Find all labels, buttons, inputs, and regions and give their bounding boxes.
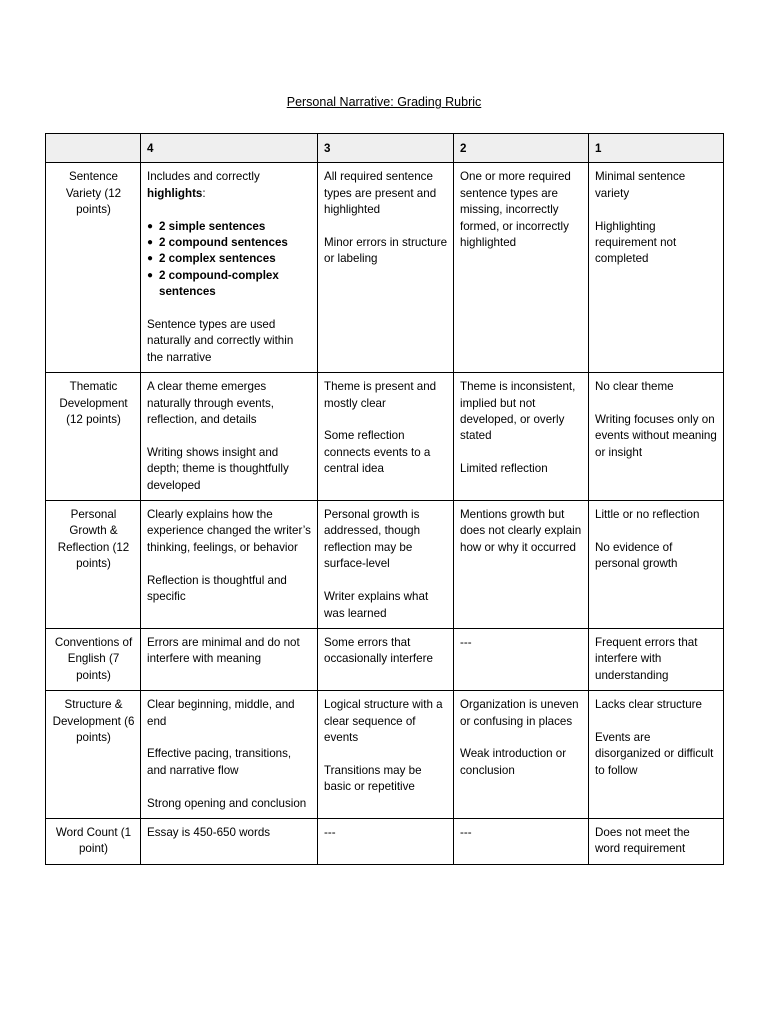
cell-sentence-variety-4	[141, 163, 318, 373]
cell-text: Theme is present and mostly clear	[324, 380, 437, 410]
criterion-structure: Structure & Development (6 points)	[46, 691, 141, 819]
cell-growth-3	[318, 501, 454, 629]
cell-thematic-1	[589, 373, 724, 501]
cell-text: Writing focuses only on events without meaning or insight	[595, 413, 717, 459]
cell-text-bold: highlights	[147, 186, 203, 200]
cell-thematic-4	[141, 373, 318, 501]
cell-growth-4	[141, 501, 318, 629]
cell-text: Some reflection connects events to a central idea	[324, 429, 431, 476]
header-cell-score-1: 1	[589, 134, 724, 163]
cell-text: Weak introduction or conclusion	[460, 747, 567, 777]
cell-text: One or more required sentence types are missing, incorrectly formed, or incorrectly highlighted	[460, 170, 571, 250]
row-thematic-development	[46, 373, 724, 501]
cell-text: ---	[460, 825, 472, 839]
row-structure	[46, 691, 724, 819]
cell-text: Events are disorganized or difficult to follow	[595, 730, 714, 777]
cell-text: ---	[460, 635, 472, 649]
criterion-conventions: Conventions of English (7 points)	[46, 628, 141, 690]
cell-text	[147, 169, 312, 202]
bullet-list	[147, 219, 312, 301]
cell-text: No clear theme	[595, 380, 674, 394]
cell-sentence-variety-2	[454, 163, 589, 373]
cell-text: Effective pacing, transitions, and narrative flow	[147, 747, 292, 777]
criterion-personal-growth: Personal Growth & Reflection (12 points)	[46, 501, 141, 629]
cell-text: Clear beginning, middle, and end	[147, 698, 295, 728]
cell-text: Errors are minimal and do not interfere with meaning	[147, 635, 300, 666]
cell-text: Highlighting requirement not completed	[595, 219, 677, 266]
cell-text: Theme is inconsistent, implied but not developed, or overly stated	[460, 380, 576, 443]
cell-text: Writer explains what was learned	[324, 590, 429, 620]
cell-text: Some errors that occasionally interfere	[324, 635, 433, 666]
cell-text: Organization is uneven or confusing in places	[460, 698, 579, 728]
row-conventions	[46, 628, 724, 690]
cell-text: Sentence types are used naturally and correctly within the narrative	[147, 318, 294, 364]
cell-text: Clearly explains how the experience changed the writer’s thinking, feelings, or behavior	[147, 508, 311, 554]
cell-thematic-2	[454, 373, 589, 501]
cell-text: Does not meet the word requirement	[595, 825, 690, 856]
row-personal-growth	[46, 501, 724, 629]
cell-text: Logical structure with a clear sequence of events	[324, 698, 443, 744]
criterion-sentence-variety: Sentence Variety (12 points)	[46, 163, 141, 373]
row-word-count	[46, 818, 724, 864]
rubric-table	[45, 133, 724, 865]
list-item: ● 2 compound sentences	[147, 235, 312, 251]
cell-growth-2	[454, 501, 589, 629]
cell-structure-3	[318, 691, 454, 819]
cell-thematic-3	[318, 373, 454, 501]
cell-structure-4	[141, 691, 318, 819]
cell-text: Little or no reflection	[595, 508, 700, 522]
cell-text: No evidence of personal growth	[595, 540, 678, 571]
header-cell-score-4: 4	[141, 134, 318, 163]
cell-text: Transitions may be basic or repetitive	[324, 763, 422, 794]
cell-text: Strong opening and conclusion	[147, 796, 307, 810]
cell-text: Writing shows insight and depth; theme is thoughtfully developed	[147, 445, 289, 492]
cell-structure-2	[454, 691, 589, 819]
list-item: ● 2 compound-complex sentences	[147, 268, 312, 301]
cell-sentence-variety-1	[589, 163, 724, 373]
page-title: Personal Narrative: Grading Rubric	[286, 95, 482, 109]
criterion-word-count: Word Count (1 point)	[46, 818, 141, 864]
cell-text: A clear theme emerges naturally through events, reflection, and details	[147, 380, 274, 427]
header-cell-score-2: 2	[454, 134, 589, 163]
header-cell-score-3: 3	[318, 134, 454, 163]
cell-word-count-3	[318, 818, 454, 864]
cell-conventions-3	[318, 628, 454, 690]
cell-sentence-variety-3	[318, 163, 454, 373]
cell-growth-1	[589, 501, 724, 629]
cell-text: ---	[324, 825, 336, 839]
cell-text: Essay is 450-650 words	[147, 825, 271, 839]
cell-text: All required sentence types are present and highlighted	[324, 170, 437, 217]
criterion-thematic-development: Thematic Development (12 points)	[46, 373, 141, 501]
header-cell-blank	[46, 134, 141, 163]
cell-text: Lacks clear structure	[595, 698, 702, 712]
cell-conventions-4	[141, 628, 318, 690]
cell-word-count-4	[141, 818, 318, 864]
cell-text: Minor errors in structure or labeling	[324, 236, 448, 266]
cell-text-intro: Includes and correctly	[147, 170, 260, 184]
cell-text: Frequent errors that interfere with understanding	[595, 635, 698, 682]
list-item: ● 2 simple sentences	[147, 219, 312, 235]
cell-structure-1	[589, 691, 724, 819]
cell-text: Personal growth is addressed, though reflection may be surface-level	[324, 508, 421, 571]
header-row	[46, 134, 724, 163]
cell-text-colon: :	[202, 186, 206, 200]
cell-conventions-2	[454, 628, 589, 690]
cell-word-count-2	[454, 818, 589, 864]
row-sentence-variety	[46, 163, 724, 373]
cell-conventions-1	[589, 628, 724, 690]
cell-text: Mentions growth but does not clearly explain how or why it occurred	[460, 508, 582, 554]
cell-text: Limited reflection	[460, 462, 548, 476]
cell-text: Reflection is thoughtful and specific	[147, 573, 287, 604]
cell-word-count-1	[589, 818, 724, 864]
list-item: ● 2 complex sentences	[147, 251, 312, 267]
cell-text: Minimal sentence variety	[595, 170, 686, 200]
